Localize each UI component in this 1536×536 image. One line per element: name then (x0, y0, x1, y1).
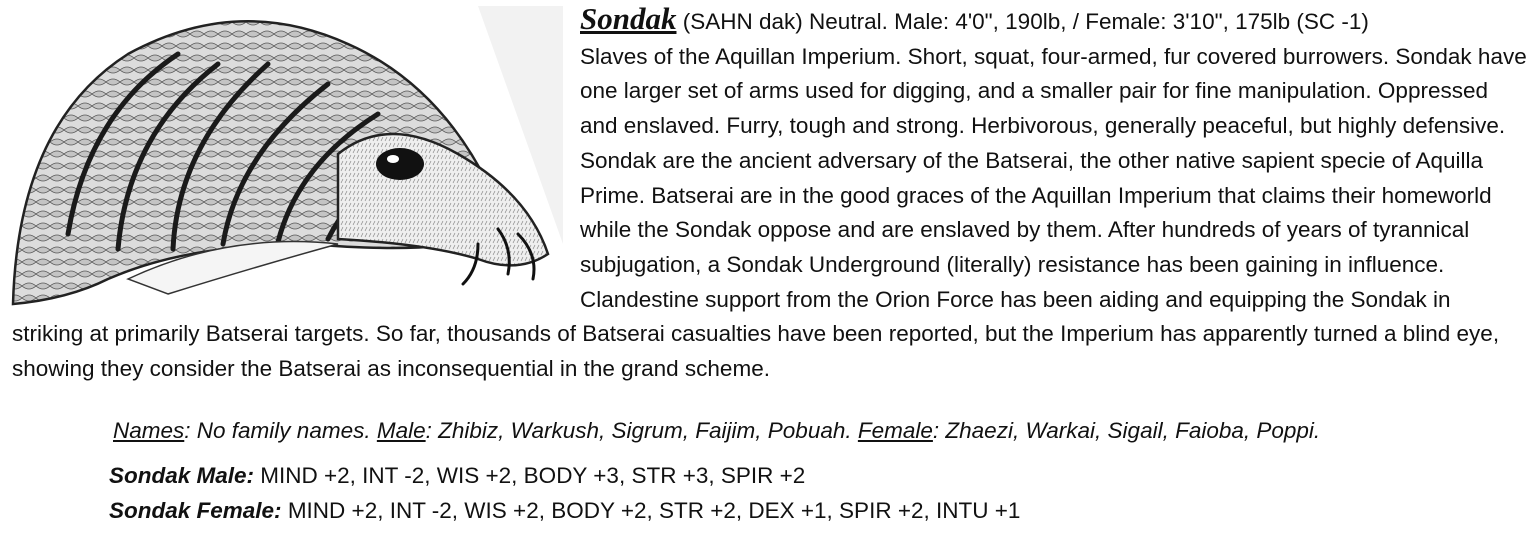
male-stats-label: Sondak Male: (109, 463, 255, 488)
female-names-label: Female (857, 418, 933, 443)
female-stats-line (109, 498, 1020, 524)
species-description-block (12, 2, 1528, 387)
female-names: : Zhaezi, Warkai, Sigail, Faioba, Poppi. (932, 418, 1321, 443)
female-stats-label: Sondak Female: (109, 498, 282, 523)
species-details: Neutral. Male: 4'0", 190lb, / Female: 3'10", 175lb (SC -1) (809, 9, 1369, 34)
names-label: Names (113, 418, 185, 443)
male-stats-line (109, 463, 805, 489)
species-pronunciation: (SAHN dak) (682, 9, 803, 34)
names-line (113, 418, 1320, 444)
species-description: Slaves of the Aquillan Imperium. Short, squat, four-armed, fur covered burrowers. Sondak have one larger set of arms used for digging, and a smaller pair for fine manipulation. Oppressed and enslaved. Furry, tough and strong. Herbivorous, generally peaceful, but highly defensive. Sondak are the ancient adversary of the Batserai, the other native sapient specie of Aquilla Prime. Batserai are in the good graces of the Aquillan Imperium that claims their homeworld while the Sondak oppose and are enslaved by them. After hundreds of years of tyrannical subjugation, a Sondak Underground (literally) resistance has been gaining in influence. Clandestine support from the Orion Force has been aiding and equipping the Sondak in striking at primarily Batserai targets. So far, thousands of Batserai casualties have been reported, but the Imperium has apparently turned a blind eye, showing they consider the Batserai as inconsequential in the grand scheme. (12, 43, 1527, 382)
male-stats-values: MIND +2, INT -2, WIS +2, BODY +3, STR +3, SPIR +2 (254, 463, 806, 488)
male-names-label: Male (376, 418, 426, 443)
species-name: Sondak (580, 1, 677, 36)
male-names: : Zhibiz, Warkush, Sigrum, Faijim, Pobuah. (425, 418, 858, 443)
names-general: : No family names. (184, 418, 377, 443)
female-stats-values: MIND +2, INT -2, WIS +2, BODY +2, STR +2, DEX +1, SPIR +2, INTU +1 (281, 498, 1021, 523)
